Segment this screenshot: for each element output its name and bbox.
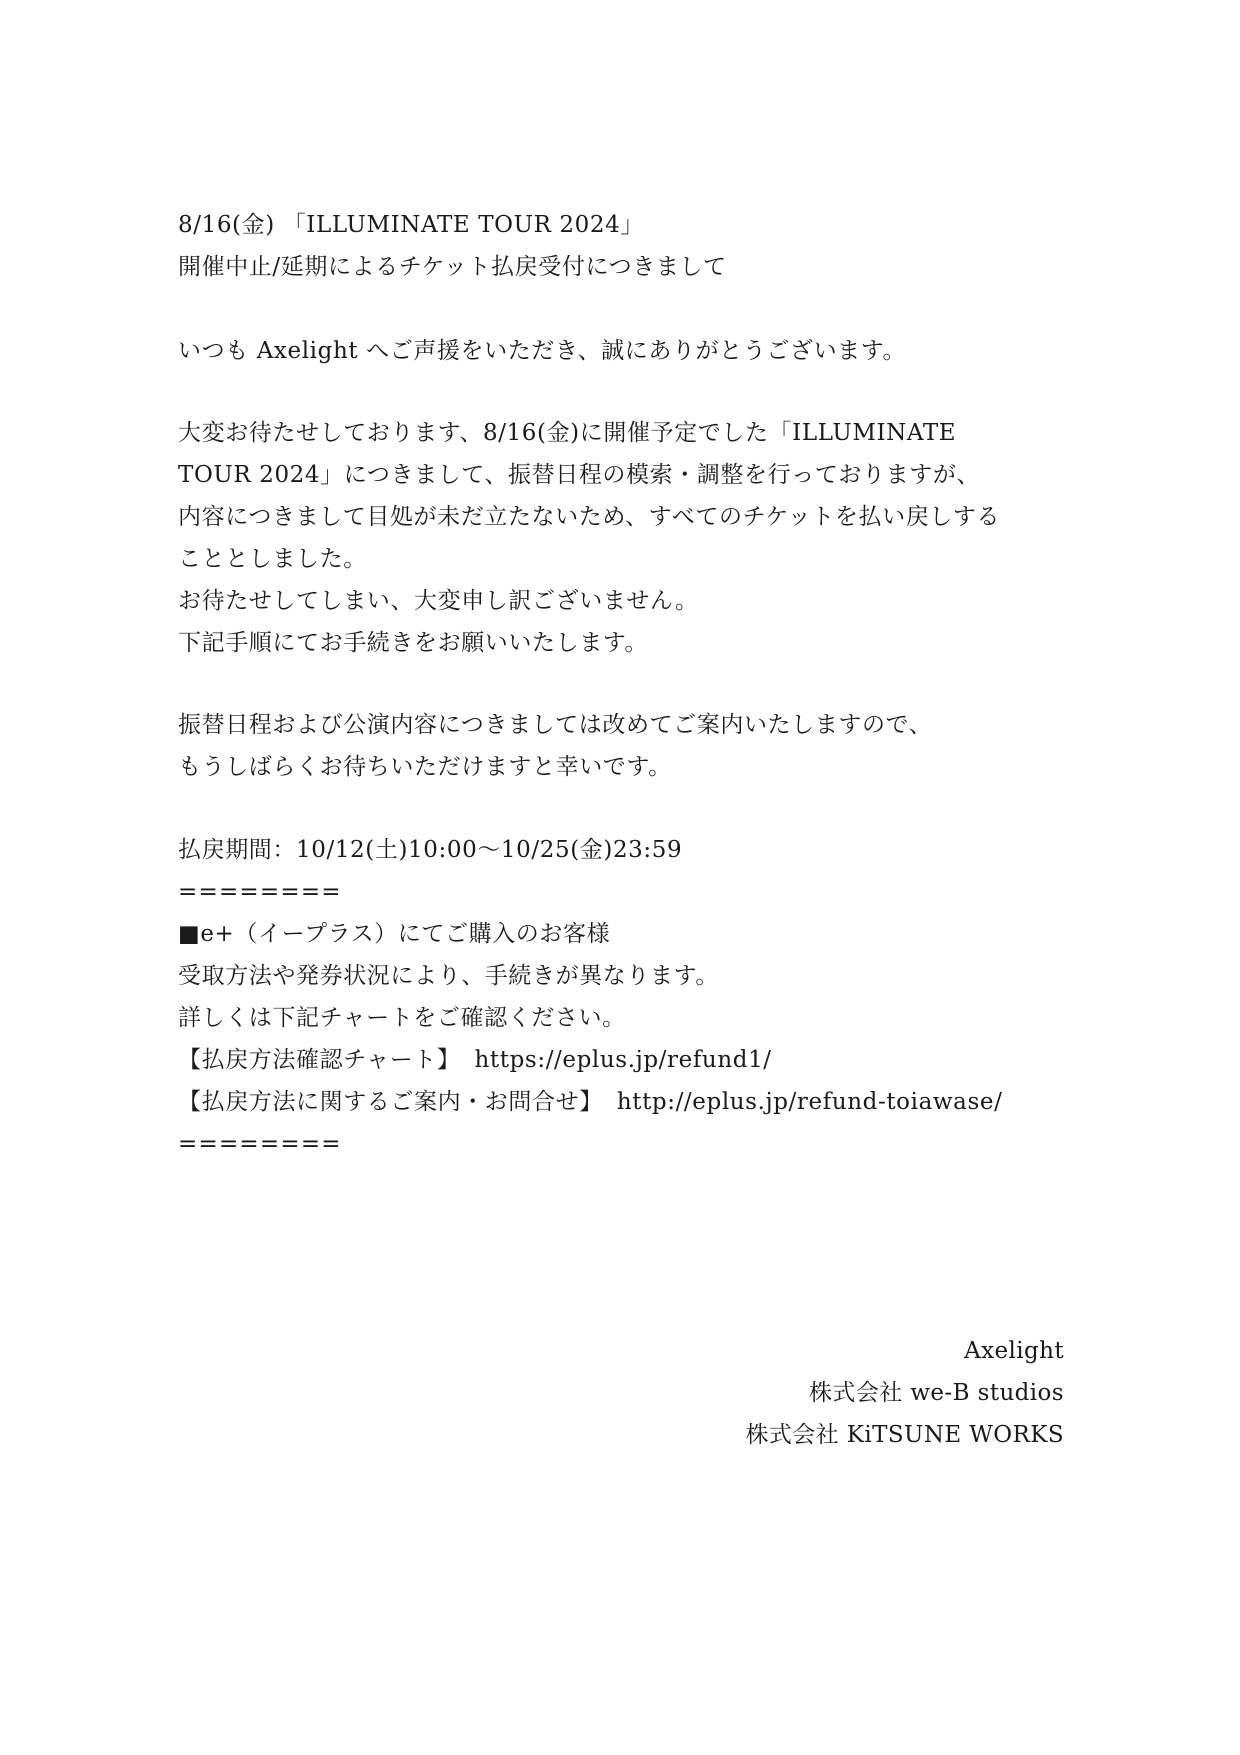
- separator-top: ========: [178, 879, 342, 905]
- reschedule-line-2: もうしばらくお待ちいただけますと幸いです。: [178, 754, 672, 780]
- eplus-heading: ■e+（イープラス）にてご購入のお客様: [178, 921, 611, 947]
- reschedule-line-1: 振替日程および公演内容につきましては改めてご案内いたしますので、: [178, 712, 933, 738]
- refund-note-2: 詳しくは下記チャートをご確認ください。: [178, 1005, 626, 1031]
- title-line-1: 8/16(金) 「ILLUMINATE TOUR 2024」: [178, 212, 644, 238]
- signature-line-1: Axelight: [964, 1338, 1064, 1364]
- signature-line-2: 株式会社 we-B studios: [809, 1380, 1064, 1406]
- contact-url-link[interactable]: http://eplus.jp/refund-toiawase/: [616, 1089, 1003, 1115]
- body-line-4: こととしました。: [178, 546, 367, 572]
- body-line-1: 大変お待たせしております、8/16(金)に開催予定でした「ILLUMINATE: [178, 420, 957, 446]
- chart-label: 【払戻方法確認チャート】: [178, 1047, 461, 1073]
- title-line-2: 開催中止/延期によるチケット払戻受付につきまして: [178, 254, 727, 280]
- body-line-2: TOUR 2024」につきまして、振替日程の模索・調整を行っておりますが、: [178, 462, 981, 488]
- body-line-6: 下記手順にてお手続きをお願いいたします。: [178, 630, 649, 656]
- body-line-3: 内容につきまして目処が未だ立たないため、すべてのチケットを払い戻しする: [178, 504, 1001, 530]
- contact-label: 【払戻方法に関するご案内・お問合せ】: [178, 1089, 603, 1115]
- chart-url-link[interactable]: https://eplus.jp/refund1/: [474, 1047, 772, 1073]
- body-line-5: お待たせしてしまい、大変申し訳ございません。: [178, 588, 699, 614]
- greeting-text: いつも Axelight へご声援をいただき、誠にありがとうございます。: [178, 338, 907, 364]
- separator-bottom: ========: [178, 1131, 342, 1157]
- contact-link-row: [178, 1087, 1002, 1117]
- refund-period: 払戻期間：10/12(土)10:00〜10/25(金)23:59: [178, 837, 683, 863]
- signature-line-3: 株式会社 KiTSUNE WORKS: [745, 1422, 1064, 1448]
- chart-link-row: [178, 1045, 772, 1075]
- refund-note-1: 受取方法や発券状況により、手続きが異なります。: [178, 963, 719, 989]
